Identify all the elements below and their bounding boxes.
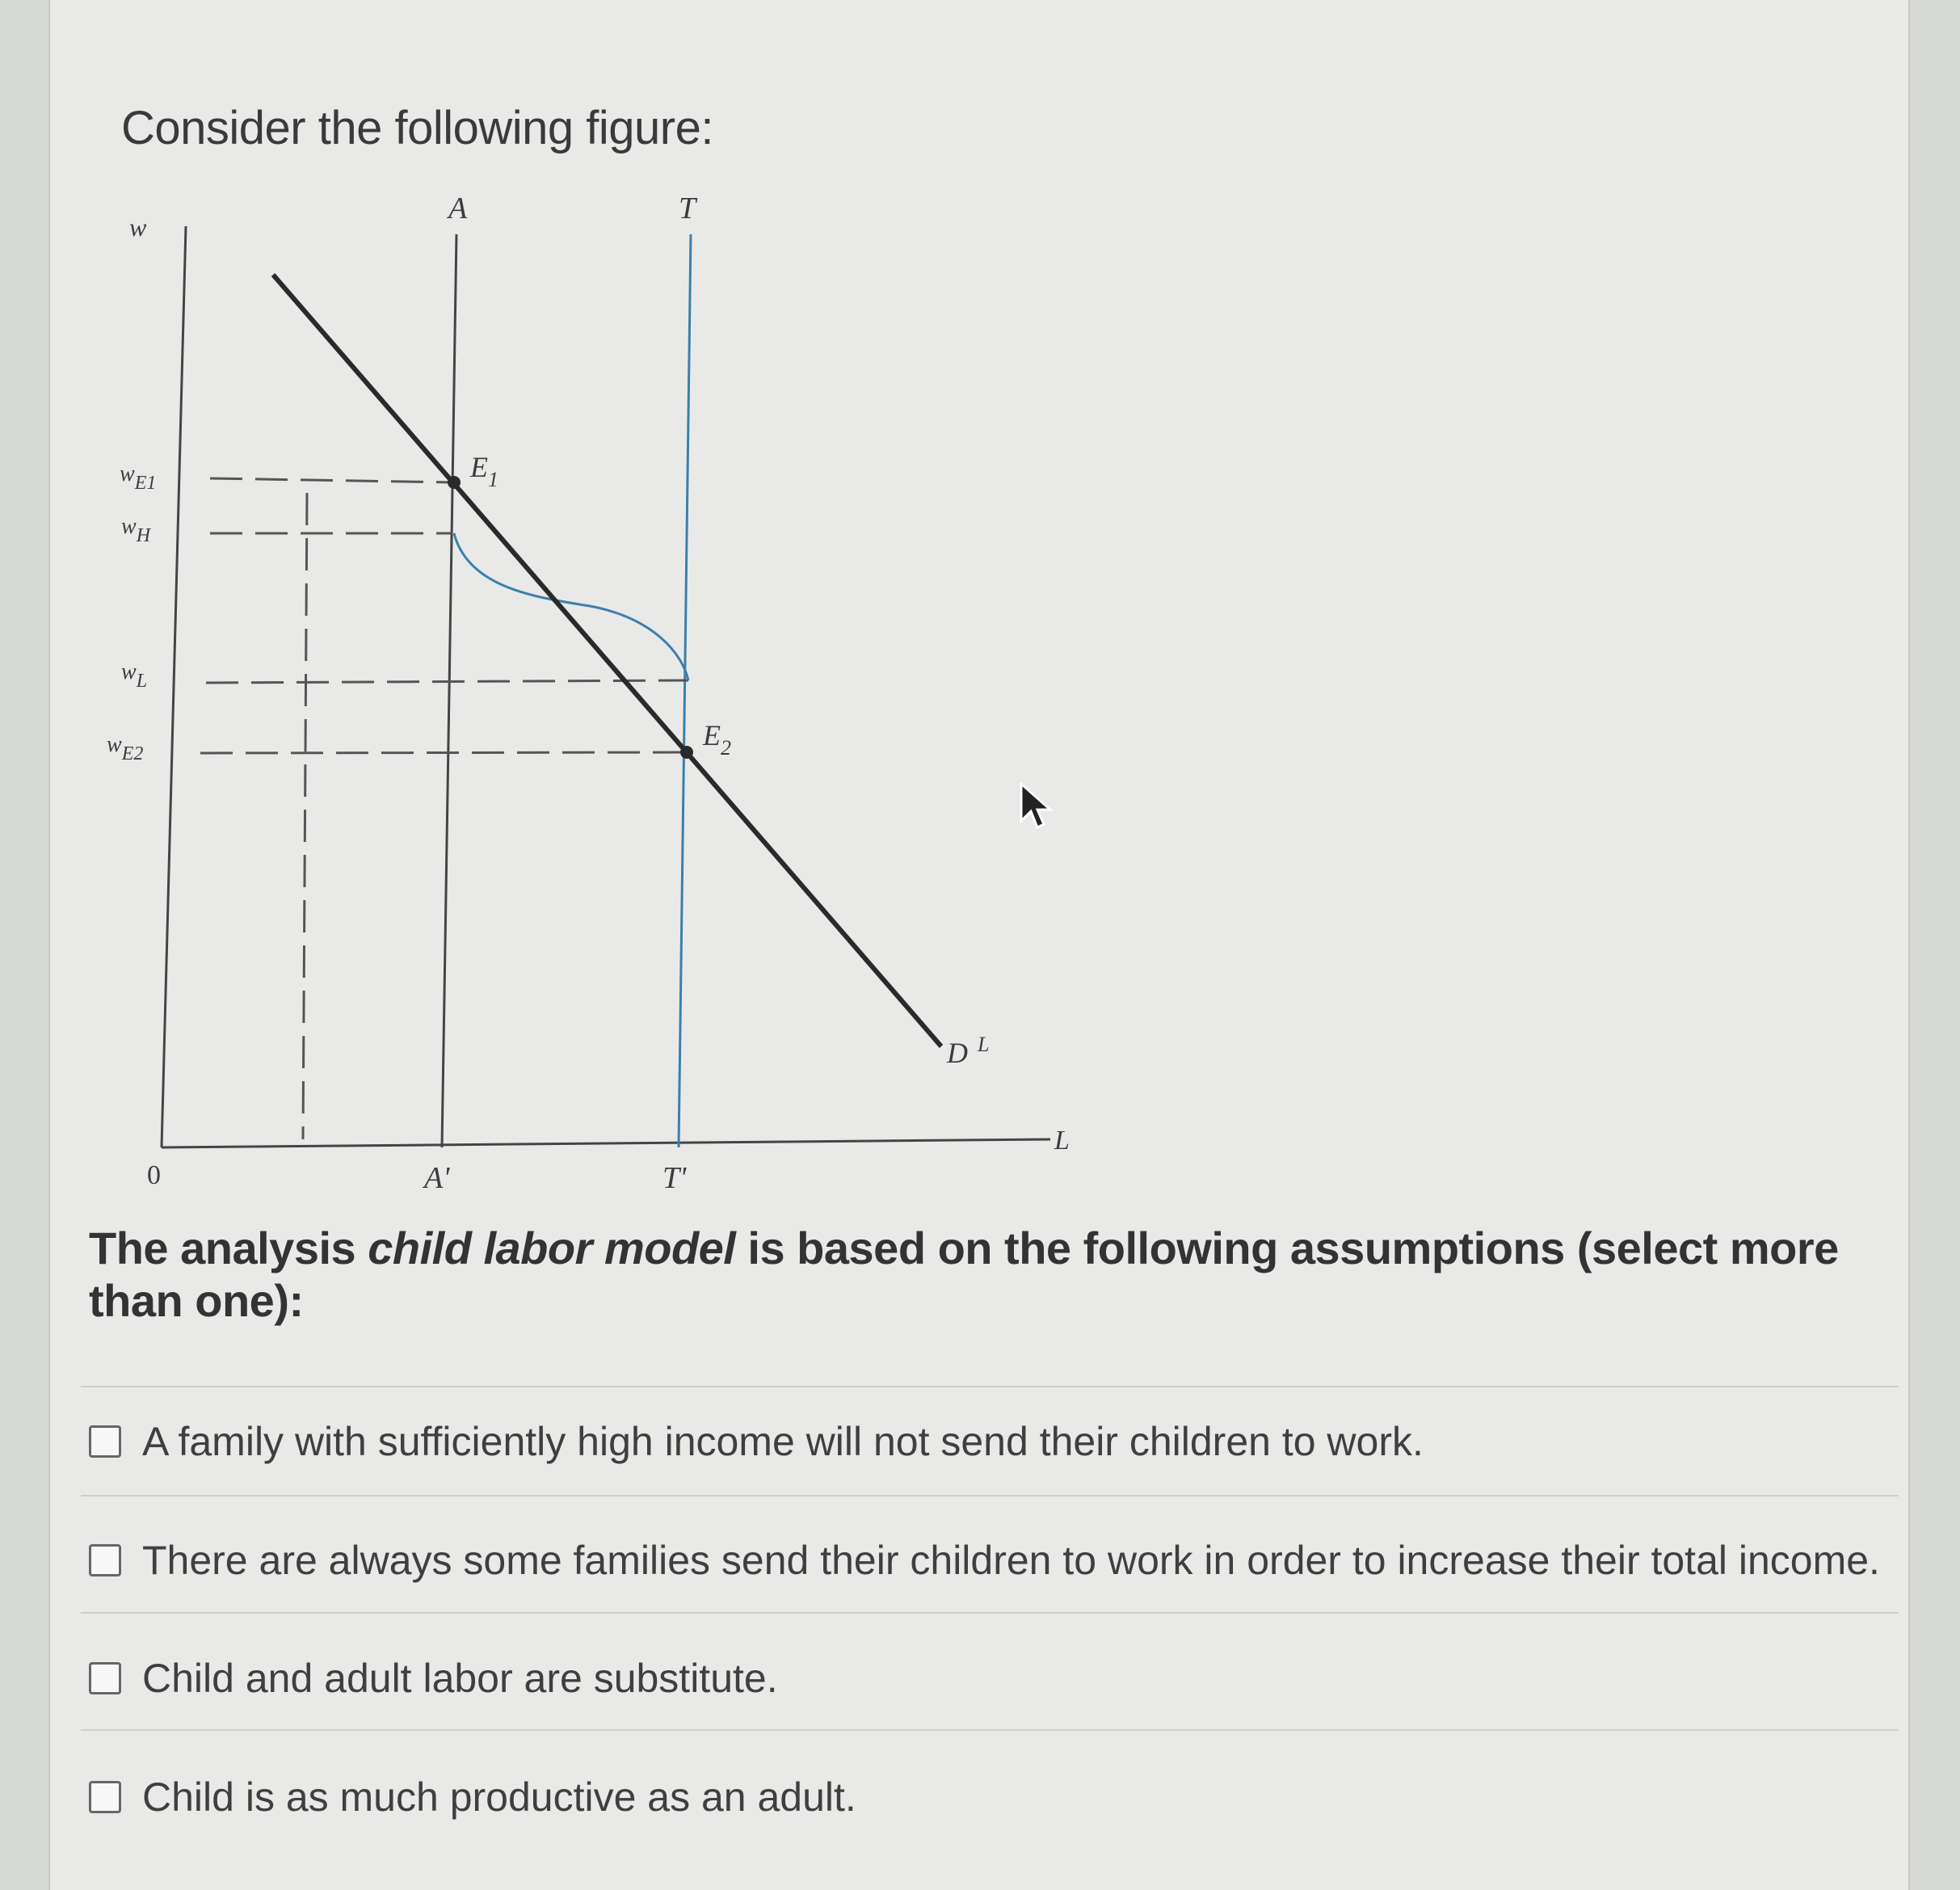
question-prompt: [89, 1222, 1907, 1327]
origin-label: 0: [147, 1160, 161, 1190]
option-4[interactable]: [89, 1774, 856, 1821]
divider: [81, 1386, 1899, 1387]
label-wE1: wE1: [120, 461, 157, 494]
supply-curve: [454, 533, 688, 680]
option-label-1: A family with sufficiently high income will not send their children to work.: [142, 1419, 1424, 1464]
divider: [81, 1729, 1899, 1731]
dash-wE1: [210, 478, 454, 482]
option-2[interactable]: [89, 1537, 1880, 1584]
label-T-top: T: [679, 192, 696, 225]
divider: [81, 1612, 1899, 1614]
label-wH: wH: [121, 514, 151, 546]
label-E2: $E_2$: [703, 719, 731, 760]
label-wL: wL: [121, 659, 148, 692]
option-label-4: Child is as much productive as an adult.: [142, 1774, 856, 1820]
label-A-top: A: [448, 192, 468, 225]
label-T-bottom: T': [662, 1161, 687, 1195]
y-axis-label: w: [129, 213, 147, 242]
child-labor-figure: [89, 178, 1107, 1204]
dash-wE2: [200, 752, 685, 753]
y-axis: [162, 226, 186, 1147]
question-emphasis: child labor model: [368, 1223, 736, 1273]
point-E1: [448, 476, 461, 489]
question-heading: Consider the following figure:: [121, 102, 713, 154]
label-A-bottom: A': [424, 1161, 450, 1195]
label-E1: $E_1$: [470, 451, 498, 491]
checkbox-option-3[interactable]: [89, 1662, 121, 1694]
label-wE2: wE2: [107, 732, 144, 764]
option-label-3: Child and adult labor are substitute.: [142, 1656, 778, 1701]
demand-curve: [273, 275, 941, 1046]
divider: [81, 1495, 1899, 1496]
option-label-2: There are always some families send their children to work in order to increase their total income.: [142, 1538, 1880, 1583]
checkbox-option-4[interactable]: [89, 1781, 121, 1813]
x-axis: [162, 1139, 1050, 1147]
dash-wL: [206, 680, 688, 683]
point-E2: [680, 746, 693, 759]
question-prefix: The analysis: [89, 1223, 368, 1273]
checkbox-option-1[interactable]: [89, 1425, 121, 1458]
option-1[interactable]: [89, 1418, 1424, 1465]
mouse-pointer-icon: [1020, 782, 1055, 831]
line-T: [679, 234, 691, 1147]
dash-vert-A1: [303, 493, 307, 1139]
option-3[interactable]: [89, 1655, 778, 1702]
checkbox-option-2[interactable]: [89, 1544, 121, 1576]
label-demand: D $^L$: [947, 1033, 990, 1069]
question-suffix: is based on the following assumptions (select more than one):: [89, 1223, 1839, 1326]
line-A: [442, 234, 456, 1147]
x-axis-label: L: [1054, 1126, 1070, 1155]
